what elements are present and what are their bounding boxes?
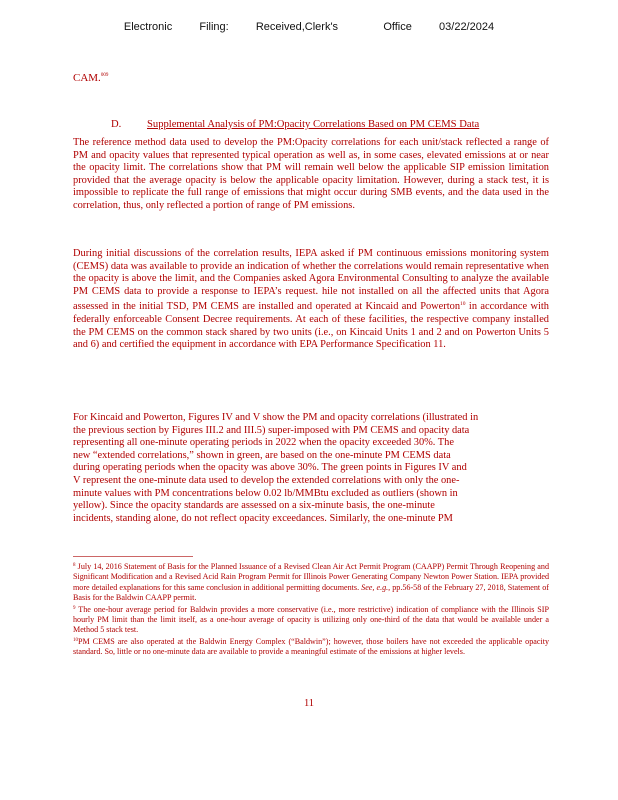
paragraph-3 <box>73 412 549 525</box>
footnote-9-text: The one-hour average period for Baldwin provides a more conservative (i.e., more restrictive) indication of compliance with the Illinois SIP hourly PM limit than the limit itself, as a one-hour average of opacity is utilizing only one-third of the data that would be available under a Method 5 stack test. <box>73 604 549 635</box>
footnote-ref-10: 10 <box>460 301 466 308</box>
footnote-divider <box>73 556 193 557</box>
cam-line <box>73 72 108 84</box>
section-heading <box>111 119 551 130</box>
footnote-9-mark: 9 <box>73 605 76 611</box>
paragraph-3-line: incidents, standing alone, do not reflect opacity exceedances. Similarly, the one-minute PM <box>73 512 453 524</box>
paragraph-3-line: V represent the one-minute data used to develop the extended correlations with only the one- <box>73 474 460 486</box>
section-title: Supplemental Analysis of PM:Opacity Correlations Based on PM CEMS Data <box>147 119 480 130</box>
section-letter: D. <box>111 119 122 130</box>
paragraph-2-part-b: in accordance with federally enforceable Consent Decree requirements. At each of these facilities, the respective company installed the PM CEMS on the common stack shared by two units (i.e., on Kincaid Units 1 and 2 and on Powerton Units 5 and 6) and certified the equipment in accordance with EPA Performance Specification 11. <box>73 301 549 351</box>
footnote-9 <box>73 604 549 636</box>
paragraph-3-line: representing all one-minute operating periods in 2022 when the opacity exceeded 30%. The <box>73 437 454 449</box>
paragraph-3-line: the previous section by Figures III.2 and III.5) super-imposed with PM CEMS and opacity data <box>73 424 470 436</box>
footnote-10 <box>73 636 549 658</box>
page-number: 11 <box>303 698 315 709</box>
paragraph-3-line: minute values with PM concentrations below 0.02 lb/MMBtu excluded as outliers (shown in <box>73 487 458 499</box>
footnote-10-mark: 10 <box>73 637 78 643</box>
paragraph-1: The reference method data used to develop the PM:Opacity correlations for each unit/stack reflected a range of PM and opacity values that represented typical operation as well as, in some cases, elevated emissions at or near the opacity limit. The correlations show that PM will remain well below the applicable SIP emission limitation provided that the average opacity is below the applicable opacity limitation. However, during a stack test, it is impossible to replicate the full range of emissions that might occur during SMB events, and the data used in the correlation, thus, only reflected a portion of range of PM emissions. <box>73 137 549 211</box>
footnote-8-italic: See, e.g., <box>361 582 391 592</box>
paragraph-3-line: For Kincaid and Powerton, Figures IV and V show the PM and opacity correlations (illustrated in <box>73 412 479 423</box>
filing-stamp: Electronic Filing: Received,Clerk's Office 03/22/2024 <box>123 21 495 33</box>
footnote-8 <box>73 561 549 604</box>
footnote-10-text: PM CEMS are also operated at the Baldwin Energy Complex (“Baldwin”); however, those boilers have not exceeded the applicable opacity standard. So, little or no one-minute data are available to provide a meaningful estimate of the emissions at higher levels. <box>73 636 549 657</box>
footnote-8-text-a: July 14, 2016 Statement of Basis for the Planned Issuance of a Revised Clean Air Act Permit Program (CAAPP) Permit Through Reopening and Significant Modification and a Revised Acid Rain Program Permit for Illinois Power Generating Company Newton Power Station. IEPA provided more detailed explanations for this same conclusion in additional permitting documents. <box>73 562 549 592</box>
cam-text: CAM. <box>73 72 101 84</box>
footnotes <box>73 561 549 658</box>
paragraph-3-line: new “extended correlations,” shown in green, are based on the one-minute PM CEMS data <box>73 449 451 461</box>
paragraph-3-line: during operating periods when the opacity was above 30%. The green points in Figures IV and <box>73 462 467 474</box>
paragraph-2 <box>73 248 549 352</box>
paragraph-3-line: yellow). Since the opacity standards are assessed on a six-minute basis, the one-minute <box>73 500 435 512</box>
paragraph-2-part-a: During initial discussions of the correlation results, IEPA asked if PM continuous emissions monitoring system (CEMS) data was available to provide an indication of whether the correlations would remain representative when the opacity is above the limit, and the Companies asked Agora Environmental Consulting to analyze the available PM CEMS data to provide a response to IEPA’s request. hile not installed on all the affected units that Agora assessed in the initial TSD, PM CEMS are installed and operated at Kincaid and Powerton <box>73 248 549 313</box>
cam-footnote-ref: 009 <box>100 73 109 78</box>
footnote-8-text-b: pp.56-58 of the February 27, 2018, Statement of Basis for the Baldwin CAAPP permit. <box>73 582 549 603</box>
footnote-8-mark: 8 <box>73 563 76 568</box>
